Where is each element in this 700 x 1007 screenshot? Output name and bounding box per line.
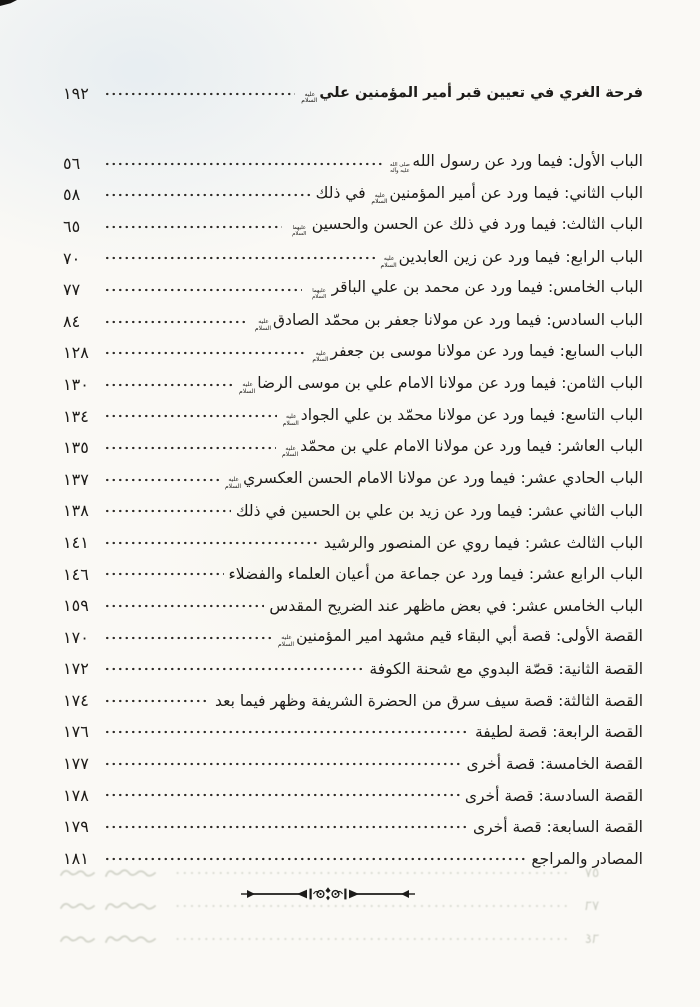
dotted-leader [104, 791, 460, 799]
header-page-number: ١٩٢ [63, 84, 89, 104]
toc-entry-page-number: ٨٤ [63, 311, 81, 331]
toc-entry-row [63, 775, 643, 807]
toc-entry-title: الباب التاسع: فيما ورد عن مولانا محمّد بن علي الجوادعليه السلام [282, 405, 643, 427]
toc-entry-title: المصادر والمراجع [531, 849, 643, 868]
honorific-mark: عليه السلام [254, 318, 272, 332]
honorific-mark: عليه السلام [224, 476, 242, 490]
toc-entry-page-number: ٧٧ [63, 280, 81, 300]
honorific-mark: صلى الله عليه وآله [389, 161, 410, 174]
toc-entry-title: الباب الرابع: فيما ورد عن زين العابدينعليه السلام [380, 247, 643, 269]
dotted-leader [104, 507, 231, 515]
toc-entry-row [63, 301, 643, 333]
toc-entry-row [63, 396, 643, 428]
dotted-leader [104, 191, 311, 199]
bleed-through-text-icon [58, 932, 164, 946]
ghost-dotted-leader [174, 902, 568, 910]
toc-entry-page-number: ١٧٩ [63, 817, 89, 837]
dotted-leader [104, 286, 302, 294]
dotted-leader [104, 381, 233, 389]
toc-entry-title: القصة الأولى: قصة أبي البقاء قيم مشهد امير المؤمنينعليه السلام [277, 626, 643, 648]
scan-corner-artifact-icon [0, 0, 17, 6]
toc-entry-page-number: ١٨١ [63, 848, 89, 868]
ghost-page-number: ٧٦ [584, 898, 600, 914]
dotted-leader [104, 223, 282, 231]
toc-entry-row [63, 175, 643, 207]
dotted-leader [104, 254, 375, 262]
toc-entry-page-number: ٥٨ [63, 185, 81, 205]
toc-entry-title: الباب الحادي عشر: فيما ورد عن مولانا الامام الحسن العكسريعليه السلام [224, 468, 643, 490]
toc-entry-title: القصة الرابعة: قصة لطيفة [474, 723, 643, 742]
toc-entry-title: الباب الثاني عشر: فيما ورد عن زيد بن علي بن الحسين في ذلك [235, 502, 643, 521]
dotted-leader [104, 760, 461, 768]
toc-entry-row [63, 838, 643, 870]
toc-entry-title: الباب السابع: فيما ورد عن مولانا موسى بن جعفرعليه السلام [312, 342, 643, 364]
toc-entry-row [63, 806, 643, 838]
book-title [300, 84, 643, 105]
toc-entry-title: الباب العاشر: فيما ورد عن مولانا الامام علي بن محمّدعليه السلام [282, 437, 643, 459]
toc-entry-row [63, 743, 643, 775]
toc-entry-page-number: ١٣٧ [63, 469, 89, 489]
page-content [63, 79, 643, 903]
dotted-leader [104, 160, 382, 168]
dotted-leader [104, 855, 526, 863]
toc-entry-row [63, 206, 643, 238]
toc-entry-title: الباب الثالث عشر: فيما روي عن المنصور والرشيد [323, 533, 643, 552]
honorific-mark: عليه السلام [371, 191, 388, 206]
toc-entry-title: القصة الثانية: قصّة البدوي مع شحنة الكوفة [369, 660, 643, 679]
honorific-mark: عليه السلام [301, 90, 318, 105]
ghost-dotted-leader [174, 935, 568, 943]
toc-entry-row [63, 585, 643, 617]
toc-entry-row [63, 143, 643, 175]
toc-entry-page-number: ١٥٩ [63, 596, 89, 616]
footer-ornament [63, 885, 643, 903]
toc-entry-title: الباب الخامس: فيما ورد عن محمد بن علي الباقرعليهما السلام [307, 277, 643, 301]
toc-entry-page-number: ١٣٤ [63, 406, 89, 426]
toc-entry-title: القصة السادسة: قصة أخرى [464, 786, 643, 805]
toc-entry-page-number: ١٣٥ [63, 438, 89, 458]
toc-entry-row [63, 554, 643, 586]
dotted-leader [104, 602, 264, 610]
dotted-leader [104, 444, 276, 452]
honorific-mark: عليه السلام [239, 381, 256, 396]
dotted-leader [104, 823, 468, 831]
toc-entry-row [63, 364, 643, 396]
book-title-text: فرحة الغري في تعيين قبر أمير المؤمنين علي [319, 85, 643, 102]
dotted-leader [104, 90, 295, 98]
honorific-mark: عليه السلام [312, 349, 329, 364]
toc-entry-row [63, 522, 643, 554]
toc-entry-title: الباب السادس: فيما ورد عن مولانا جعفر بن محمّد الصادقعليه السلام [254, 310, 643, 332]
toc-entry-page-number: ٥٦ [63, 153, 81, 173]
honorific-mark: عليه السلام [277, 634, 295, 648]
honorific-mark: عليهما السلام [292, 224, 307, 237]
honorific-mark: عليه السلام [282, 444, 299, 459]
toc-entry-page-number: ١٢٨ [63, 343, 89, 363]
dotted-leader [104, 476, 219, 484]
toc-entry-row [63, 491, 643, 523]
toc-entry-title: الباب الثاني: فيما ورد عن أمير المؤمنينعليه السلام في ذلك [315, 184, 643, 206]
ghost-page-number: ٥٧ [584, 865, 600, 881]
toc-entry-page-number: ١٤٦ [63, 564, 89, 584]
running-header [63, 79, 643, 105]
dotted-leader [104, 665, 364, 673]
toc-entry-page-number: ١٧٢ [63, 659, 89, 679]
honorific-mark: عليه السلام [282, 412, 299, 427]
dotted-leader [104, 412, 277, 420]
toc-entry-row [63, 649, 643, 681]
toc-entry-row [63, 459, 643, 491]
toc-entry-page-number: ١٤١ [63, 532, 89, 552]
toc-entry-row [63, 427, 643, 459]
toc-entry-page-number: ١٣٨ [63, 501, 89, 521]
toc-entry-title: القصة الثالثة: قصة سيف سرق من الحضرة الشريفة وظهر فيما بعد [214, 691, 643, 710]
dotted-leader [104, 697, 210, 705]
toc-entry-page-number: ١٧٧ [63, 754, 89, 774]
toc-entry-page-number: ٧٠ [63, 248, 81, 268]
toc-entry-row [63, 712, 643, 744]
dotted-leader [104, 318, 249, 326]
toc-entry-title: الباب الأول: فيما ورد عن رسول اللهصلى الله عليه وآله [389, 151, 643, 174]
divider-ornament-icon [239, 885, 417, 903]
toc-entry-page-number: ١٧٦ [63, 722, 89, 742]
ghost-page-number: ٦٤ [584, 931, 600, 947]
toc-entry-title: القصة السابعة: قصة أخرى [472, 818, 643, 837]
dotted-leader [104, 728, 470, 736]
dotted-leader [104, 570, 224, 578]
toc-entry-title: الباب الثالث: فيما ورد في ذلك عن الحسن والحسينعليهما السلام [287, 214, 643, 238]
toc-entry-title: الباب الرابع عشر: فيما ورد عن جماعة من أعيان العلماء والفضلاء [228, 565, 643, 584]
honorific-mark: عليه السلام [380, 254, 397, 269]
honorific-mark: عليهما السلام [311, 288, 327, 301]
dotted-leader [104, 634, 272, 642]
toc-entry-page-number: ١٧٨ [63, 785, 89, 805]
toc-entry-title: الباب الثامن: فيما ورد عن مولانا الامام علي بن موسى الرضاعليه السلام [239, 374, 643, 396]
toc-entry-page-number: ٦٥ [63, 216, 81, 236]
dotted-leader [104, 349, 307, 357]
toc-entry-row [63, 680, 643, 712]
table-of-contents [63, 143, 643, 870]
toc-entry-page-number: ١٧٤ [63, 690, 89, 710]
toc-entry-row [63, 617, 643, 649]
toc-entry-page-number: ١٧٠ [63, 627, 89, 647]
toc-entry-row [63, 269, 643, 301]
toc-entry-row [63, 333, 643, 365]
toc-entry-title: الباب الخامس عشر: في بعض ماظهر عند الضريح المقدس [269, 596, 643, 615]
toc-entry-title: القصة الخامسة: قصة أخرى [466, 754, 643, 773]
bleed-through-row [58, 932, 606, 946]
toc-entry-page-number: ١٣٠ [63, 374, 89, 394]
toc-entry-row [63, 238, 643, 270]
dotted-leader [104, 539, 319, 547]
